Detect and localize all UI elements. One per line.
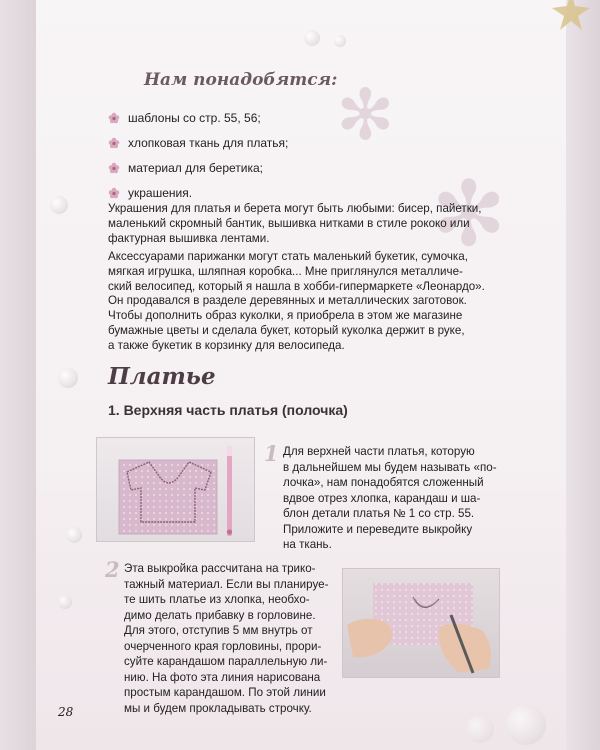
needs-item-text: материал для беретика; [128, 160, 263, 175]
sequin-decoration [466, 715, 494, 743]
step-2-photo [342, 568, 500, 678]
text-line: в дальнейшем мы будем называть «по- [283, 460, 497, 474]
list-item [108, 105, 288, 130]
sequin-decoration [50, 196, 68, 214]
sequin-decoration [66, 527, 82, 543]
text-line: фактурная вышивка лентами. [108, 231, 270, 245]
text-line: а также букетик в корзинку для велосипеда. [108, 338, 345, 352]
flower-bullet-icon [108, 112, 120, 124]
text-line: Он продавался в разделе деревянных и металлических заготовок. [108, 294, 467, 308]
text-line: те шить платье из хлопка, необхо- [124, 593, 310, 606]
text-line: Для этого, отступив 5 мм внутрь от [124, 624, 313, 637]
text-line: ский велосипед, который я нашла в хобби-гипермаркете «Леонардо». [108, 279, 485, 293]
text-line: Аксессуарами парижанки могут стать маленький букетик, сумочка, [108, 250, 468, 263]
text-line: простым карандашом. По этой линии [124, 686, 326, 699]
step-1-photo [96, 437, 255, 542]
text-line: Эта выкройка рассчитана на трико- [124, 562, 316, 575]
needs-list [108, 105, 288, 205]
needs-item-text: украшения. [128, 185, 193, 200]
section-title: Платье [108, 363, 216, 390]
sequin-decoration [58, 368, 78, 388]
sequin-decoration [58, 595, 72, 609]
snowflake-decoration-icon: ✻ [431, 165, 507, 265]
list-item [108, 155, 288, 180]
text-line: нию. На фото эта линия нарисована [124, 670, 321, 684]
step-1-number: 1 [264, 441, 279, 466]
snowflake-decoration-icon: ✻ [336, 76, 395, 154]
flower-bullet-icon [108, 137, 120, 149]
text-line: очерченного края горловины, прори- [124, 639, 322, 653]
needs-item-text: шаблоны со стр. 55, 56; [128, 110, 261, 125]
text-line: тажный материал. Если вы планируе- [124, 577, 329, 591]
needs-heading: Нам понадобятся: [144, 70, 338, 90]
page-number: 28 [58, 705, 74, 719]
decorations-paragraph [108, 202, 523, 246]
text-line: мы и будем прокладывать строчку. [124, 701, 312, 715]
text-line: вдвое отрез хлопка, карандаш и ша- [283, 491, 481, 505]
sequin-decoration [334, 35, 346, 47]
text-line: суйте карандашом параллельную ли- [124, 655, 328, 668]
text-line: Украшения для платья и берета могут быть любыми: бисер, пайетки, [108, 202, 482, 215]
step-1-text [283, 444, 513, 553]
page-gutter-right [566, 0, 600, 750]
page-gutter-left [0, 0, 36, 750]
text-line: Чтобы дополнить образ куколки, я приобрела в этом же магазине [108, 309, 463, 323]
section-subtitle: 1. Верхняя часть платья (полочка) [108, 402, 348, 418]
sequin-decoration [304, 30, 320, 46]
text-line: Приложите и переведите выкройку [283, 522, 473, 536]
text-line: мягкая игрушка, шляпная коробка... Мне приглянулся металличе- [108, 264, 463, 278]
flower-bullet-icon [108, 187, 120, 199]
text-line: маленький скромный бантик, вышивка нитками в стиле рококо или [108, 216, 470, 230]
text-line: Для верхней части платья, которую [283, 445, 475, 458]
accessories-paragraph [108, 250, 523, 354]
step-2-text [124, 561, 339, 716]
needs-item-text: хлопковая ткань для платья; [128, 135, 289, 150]
text-line: блон детали платья № 1 со стр. 55. [283, 507, 475, 520]
text-line: лочка», нам понадобятся сложенный [283, 476, 484, 489]
sequin-decoration [506, 705, 546, 745]
text-line: бумажные цветы и сделала букет, который куколка держит в руке, [108, 323, 465, 337]
list-item [108, 130, 288, 155]
text-line: на ткань. [283, 538, 332, 551]
step-2-number: 2 [105, 557, 120, 582]
text-line: димо делать прибавку в горловине. [124, 608, 316, 622]
star-decoration-icon [548, 0, 594, 30]
flower-bullet-icon [108, 162, 120, 174]
